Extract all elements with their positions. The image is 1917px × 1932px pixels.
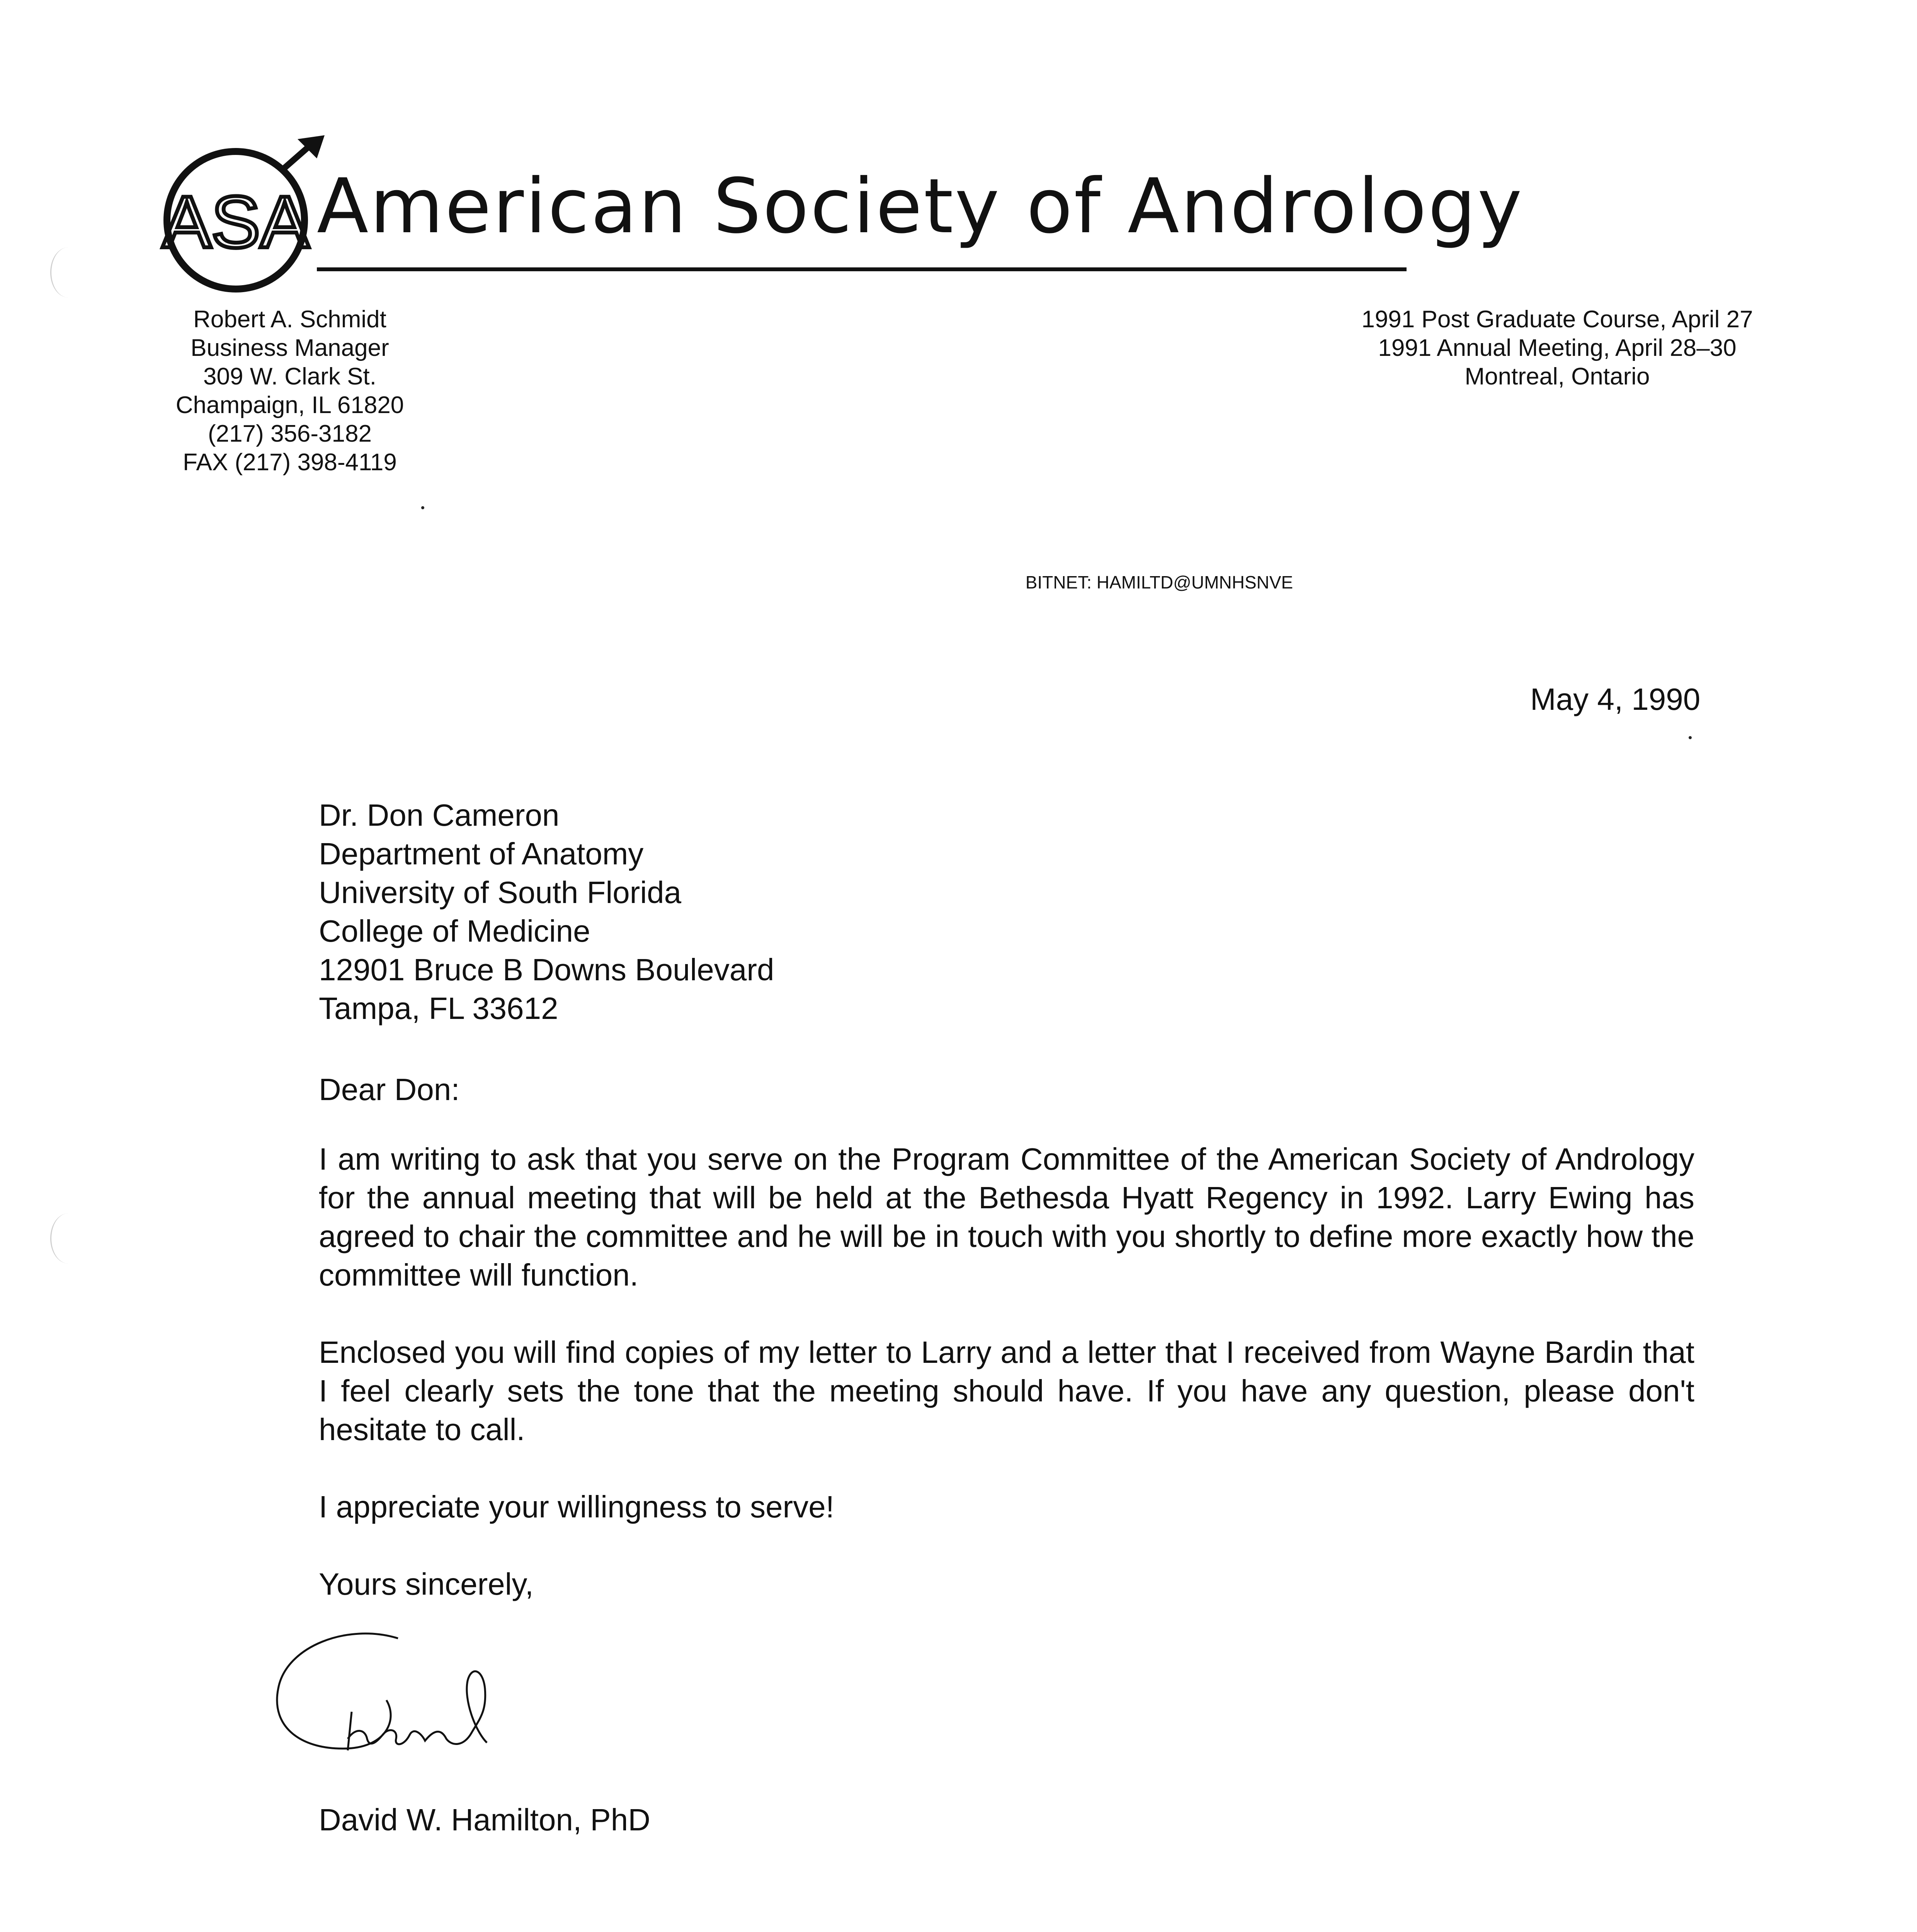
letter-date: May 4, 1990 [1530, 682, 1701, 716]
recipient-line: College of Medicine [319, 914, 590, 948]
recipient-line: Tampa, FL 33612 [319, 991, 558, 1026]
meeting-line: Montreal, Ontario [1465, 363, 1650, 390]
manager-city: Champaign, IL 61820 [175, 392, 404, 418]
business-manager-block [139, 305, 441, 477]
punch-hole-shadow [50, 1213, 86, 1264]
body-paragraph: Enclosed you will find copies of my letter to Larry and a letter that I received from Wayne Bardin that I feel clearly sets the tone that the meeting should have. If you have any question, please don't hesitate to call. [319, 1335, 1694, 1447]
meeting-info-block [1283, 305, 1832, 391]
scan-speck [421, 506, 424, 509]
recipient-line: University of South Florida [319, 875, 682, 910]
recipient-address [319, 796, 774, 1028]
salutation: Dear Don: [319, 1072, 460, 1107]
asa-logo [155, 131, 328, 294]
manager-title: Business Manager [191, 335, 389, 361]
body-paragraph: I appreciate your willingness to serve! [319, 1490, 834, 1524]
manager-name: Robert A. Schmidt [193, 306, 386, 333]
recipient-line: 12901 Bruce B Downs Boulevard [319, 952, 774, 987]
manager-phone: (217) 356-3182 [208, 420, 372, 447]
header-rule [317, 267, 1407, 271]
recipient-line: Dr. Don Cameron [319, 798, 560, 832]
manager-street: 309 W. Clark St. [203, 363, 376, 390]
body-paragraph: I am writing to ask that you serve on the Program Committee of the American Society of Andrology for the annual meeting that will be held at the Bethesda Hyatt Regency in 1992. Larry Ewing has agreed to chair the committee and he will be in touch with you shortly to define more exactly how the committee will function. [319, 1142, 1694, 1292]
logo-monogram: ASA [162, 181, 310, 263]
manager-fax: FAX (217) 398-4119 [183, 449, 397, 476]
handwritten-signature [270, 1623, 549, 1785]
meeting-line: 1991 Post Graduate Course, April 27 [1361, 306, 1753, 333]
scan-speck [1689, 736, 1692, 739]
punch-hole-shadow [50, 247, 86, 298]
recipient-line: Department of Anatomy [319, 837, 644, 871]
signer-name: David W. Hamilton, PhD [319, 1803, 651, 1837]
closing: Yours sincerely, [319, 1567, 534, 1601]
meeting-line: 1991 Annual Meeting, April 28–30 [1378, 335, 1737, 361]
organization-name: American Society of Andrology [317, 162, 1524, 250]
bitnet-address: BITNET: HAMILTD@UMNHSNVE [1025, 572, 1293, 592]
